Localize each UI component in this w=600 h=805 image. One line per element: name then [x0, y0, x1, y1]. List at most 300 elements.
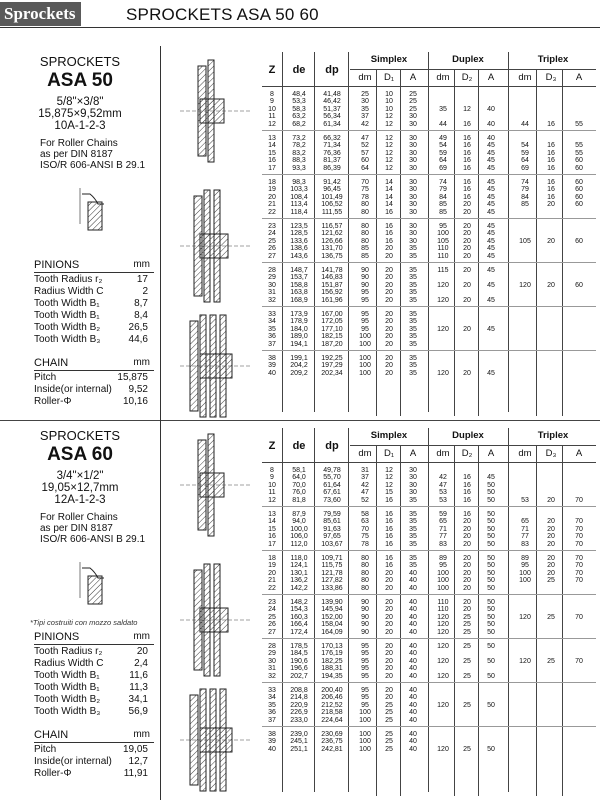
table-cell: 71: [521, 525, 529, 533]
table-cell: 59: [439, 511, 447, 518]
table-cell: 9: [270, 474, 274, 482]
table-cell: 95: [521, 562, 529, 570]
standard-note: For Roller Chains: [40, 512, 118, 523]
group-rule: [262, 682, 596, 683]
table-cell: 20: [385, 252, 393, 260]
table-cell: 16: [385, 555, 393, 562]
table-cell: 70: [575, 496, 583, 504]
table-cell: 20: [463, 606, 471, 614]
chain-label: CHAIN: [34, 357, 69, 369]
table-cell: 20: [385, 613, 393, 621]
table-cell: 30: [409, 120, 417, 128]
table-cell: 124,1: [290, 562, 308, 570]
table-cell: 100: [519, 577, 531, 585]
table-cell: 70: [575, 613, 583, 621]
table-cell: 65: [521, 518, 529, 526]
table-cell: 27: [268, 252, 276, 260]
table-cell: 50: [487, 540, 495, 548]
table-cell: 45: [487, 325, 495, 333]
table-cell: 50: [487, 672, 495, 680]
table-cell: 14: [385, 186, 393, 194]
table-cell: 40: [268, 369, 276, 377]
table-cell: 25: [385, 709, 393, 717]
table-cell: 37: [361, 474, 369, 482]
chain-row: [34, 768, 154, 780]
table-cell: 18: [268, 555, 276, 562]
table-cell: 45: [487, 245, 495, 253]
table-cell: 20: [463, 599, 471, 606]
table-cell: 16: [547, 179, 555, 186]
table-cell: 70: [575, 555, 583, 562]
table-cell: 85: [439, 201, 447, 209]
table-cell: 29: [268, 274, 276, 282]
table-cell: 100: [359, 716, 371, 724]
table-cell: 112,0: [290, 540, 308, 548]
table-cell: 120: [437, 621, 449, 629]
table-cell: 30: [409, 474, 417, 482]
table-cell: 120: [437, 325, 449, 333]
table-cell: 88,3: [292, 157, 306, 165]
table-cell: 47: [439, 481, 447, 489]
table-cell: 146,83: [321, 274, 343, 282]
table-cell: 53: [439, 489, 447, 497]
table-cell: 23: [268, 223, 276, 230]
table-cell: 35: [409, 340, 417, 348]
table-cell: 130,1: [290, 569, 308, 577]
group-rule: [262, 638, 596, 639]
column-divider: [428, 428, 429, 792]
table-cell: 172,05: [321, 318, 343, 326]
table-cell: 40: [409, 687, 417, 694]
table-cell: 33: [268, 311, 276, 318]
table-cell: 30: [409, 223, 417, 230]
table-cell: 224,64: [321, 716, 343, 724]
table-cell: 79: [521, 186, 529, 194]
table-cell: 16: [463, 149, 471, 157]
standard-note: ISO/R 606-ANSI B 29.1: [40, 160, 146, 171]
table-cell: 91,42: [323, 179, 341, 186]
table-cell: 30: [409, 201, 417, 209]
table-cell: 80: [361, 230, 369, 238]
table-cell: 54: [521, 142, 529, 150]
table-cell: 27: [268, 628, 276, 636]
table-cell: 128,5: [290, 230, 308, 238]
table-cell: 13: [268, 135, 276, 142]
table-cell: 25: [385, 731, 393, 738]
table-cell: 20: [385, 606, 393, 614]
table-cell: 138,6: [290, 245, 308, 253]
table-cell: 80: [361, 223, 369, 230]
table-cell: 25: [463, 628, 471, 636]
table-cell: 16: [385, 533, 393, 541]
table-cell: 30: [409, 113, 417, 121]
table-cell: 20: [547, 533, 555, 541]
table-cell: 120: [437, 657, 449, 665]
group-rule: [262, 218, 596, 219]
table-cell: 20: [385, 569, 393, 577]
table-cell: 20: [385, 672, 393, 680]
table-cell: 95: [361, 657, 369, 665]
table-cell: 35: [409, 245, 417, 253]
table-cell: 40: [409, 584, 417, 592]
table-cell: 32: [268, 672, 276, 680]
table-cell: 73,60: [323, 496, 341, 504]
table-cell: 40: [409, 650, 417, 658]
table-cell: 16: [547, 186, 555, 194]
table-cell: 136,75: [321, 252, 343, 260]
sub-divider: [454, 446, 455, 796]
duplex-header: Duplex: [452, 430, 484, 441]
table-cell: 108,4: [290, 193, 308, 201]
chain-row: [34, 396, 154, 408]
table-cell: 20: [463, 201, 471, 209]
table-cell: 242,81: [321, 745, 343, 753]
table-cell: 83: [439, 540, 447, 548]
table-cell: 20: [385, 281, 393, 289]
table-cell: 55: [575, 120, 583, 128]
table-cell: 139,90: [321, 599, 343, 606]
table-cell: 36: [268, 709, 276, 717]
footnote-text: *Tipi costruiti con mozzo saldato: [30, 618, 138, 627]
table-cell: 85: [439, 208, 447, 216]
table-cell: 16: [463, 120, 471, 128]
table-cell: 58,3: [292, 105, 306, 113]
chain-unit: mm: [133, 729, 150, 740]
table-cell: 30: [409, 164, 417, 172]
table-cell: 40: [409, 577, 417, 585]
table-cell: 90: [361, 267, 369, 274]
table-cell: 59: [521, 149, 529, 157]
table-cell: 45: [487, 267, 495, 274]
table-cell: 20: [385, 369, 393, 377]
table-cell: 35: [409, 511, 417, 518]
table-cell: 84: [521, 193, 529, 201]
table-cell: 40: [487, 135, 495, 142]
table-cell: 12: [385, 149, 393, 157]
table-cell: 20: [463, 584, 471, 592]
sprocket-drawings: [160, 46, 260, 420]
table-cell: 16: [547, 142, 555, 150]
table-cell: 17: [268, 164, 276, 172]
table-cell: 95: [439, 223, 447, 230]
table-cell: 40: [487, 120, 495, 128]
dp-header: dp: [325, 64, 339, 76]
table-cell: 20: [547, 555, 555, 562]
table-cell: 16: [463, 481, 471, 489]
table-cell: 20: [463, 555, 471, 562]
group-rule: [262, 506, 596, 507]
table-cell: 50: [487, 533, 495, 541]
table-cell: 37: [361, 113, 369, 121]
pinion-row: [34, 646, 154, 658]
table-cell: 35: [409, 518, 417, 526]
table-cell: 12: [385, 474, 393, 482]
table-cell: 39: [268, 738, 276, 746]
table-cell: 70: [575, 533, 583, 541]
table-cell: 120: [437, 672, 449, 680]
table-cell: 20: [385, 325, 393, 333]
table-cell: 38: [268, 355, 276, 362]
pinion-label: Tooth Width B₃: [34, 334, 101, 345]
table-cell: 30: [361, 98, 369, 106]
table-cell: 16: [463, 157, 471, 165]
table-cell: 202,34: [321, 369, 343, 377]
table-cell: 50: [487, 584, 495, 592]
table-cell: 16: [547, 193, 555, 201]
header-bottom-rule: [262, 86, 596, 87]
de-header: de: [292, 440, 306, 452]
table-cell: 19: [268, 186, 276, 194]
table-cell: 40: [409, 621, 417, 629]
table-cell: 33: [268, 687, 276, 694]
table-cell: 40: [409, 672, 417, 680]
table-cell: 28: [268, 267, 276, 274]
sub-column-header: A: [575, 72, 583, 83]
table-cell: 48,4: [292, 91, 306, 98]
table-cell: 118,0: [290, 555, 308, 562]
table-cell: 100: [359, 738, 371, 746]
table-cell: 45: [487, 237, 495, 245]
table-cell: 120: [519, 613, 531, 621]
table-cell: 20: [385, 267, 393, 274]
column-divider: [282, 428, 283, 792]
pinion-value: 11,3: [129, 682, 148, 693]
table-cell: 35: [409, 496, 417, 504]
group-rule: [262, 550, 596, 551]
pinion-row: [34, 310, 154, 322]
table-cell: 40: [409, 599, 417, 606]
table-cell: 20: [385, 274, 393, 282]
table-cell: 100: [359, 731, 371, 738]
table-cell: 110: [437, 606, 449, 614]
table-cell: 148,2: [290, 599, 308, 606]
table-cell: 15: [268, 525, 276, 533]
table-cell: 30: [409, 186, 417, 194]
table-cell: 116,57: [321, 223, 343, 230]
table-cell: 45: [487, 179, 495, 186]
table-cell: 100: [359, 355, 371, 362]
table-cell: 95: [361, 701, 369, 709]
table-cell: 20: [463, 237, 471, 245]
table-cell: 184,0: [290, 325, 308, 333]
series-name: ASA 60: [47, 444, 113, 465]
sub-column-header: A: [409, 448, 417, 459]
table-cell: 14: [385, 201, 393, 209]
table-cell: 100: [359, 369, 371, 377]
table-cell: 35: [409, 325, 417, 333]
chain-spec-label: Roller-Φ: [34, 768, 72, 779]
table-cell: 143,6: [290, 252, 308, 260]
table-cell: 20: [385, 687, 393, 694]
group-rule: [262, 726, 596, 727]
table-cell: 100: [519, 569, 531, 577]
sub-column-header: D₂: [461, 448, 473, 459]
table-cell: 11: [268, 489, 276, 497]
pinions-header: [34, 630, 154, 645]
table-cell: 12: [463, 105, 471, 113]
chain-row: [34, 744, 154, 756]
table-cell: 126,66: [321, 237, 343, 245]
table-cell: 20: [268, 569, 276, 577]
table-cell: 50: [487, 643, 495, 650]
table-cell: 25: [268, 237, 276, 245]
table-cell: 20: [463, 267, 471, 274]
table-cell: 50: [487, 599, 495, 606]
table-cell: 118,4: [290, 208, 308, 216]
table-cell: 64,0: [292, 474, 306, 482]
simplex-header: Simplex: [370, 54, 408, 65]
table-cell: 236,75: [321, 738, 343, 746]
table-cell: 70: [575, 518, 583, 526]
table-cell: 44: [439, 120, 447, 128]
table-cell: 85,61: [323, 518, 341, 526]
table-cell: 30: [409, 237, 417, 245]
table-cell: 20: [385, 289, 393, 297]
table-cell: 14: [268, 518, 276, 526]
table-cell: 78: [361, 193, 369, 201]
table-cell: 36: [268, 333, 276, 341]
table-cell: 25: [385, 701, 393, 709]
table-cell: 120: [519, 281, 531, 289]
standard-note: as per DIN 8187: [40, 523, 113, 534]
table-cell: 120: [437, 281, 449, 289]
pinion-row: [34, 298, 154, 310]
table-cell: 148,7: [290, 267, 308, 274]
table-cell: 25: [463, 613, 471, 621]
table-cell: 40: [409, 745, 417, 753]
table-cell: 15: [268, 149, 276, 157]
table-cell: 87,9: [292, 511, 306, 518]
table-cell: 187,20: [321, 340, 343, 348]
table-cell: 60: [575, 193, 583, 201]
table-cell: 80: [361, 584, 369, 592]
pinion-label: Tooth Width B₃: [34, 706, 101, 717]
table-cell: 38: [268, 731, 276, 738]
table-cell: 35: [409, 533, 417, 541]
table-cell: 196,6: [290, 665, 308, 673]
table-cell: 53,3: [292, 98, 306, 106]
table-cell: 218,58: [321, 709, 343, 717]
table-cell: 168,9: [290, 296, 308, 304]
tooth-profile-drawing: [70, 184, 130, 234]
pinion-label: Radius Width C: [34, 286, 104, 297]
table-cell: 239,0: [290, 731, 308, 738]
table-cell: 35: [409, 369, 417, 377]
table-cell: 80: [361, 562, 369, 570]
table-cell: 83: [521, 540, 529, 548]
standard-note: as per DIN 8187: [40, 149, 113, 160]
table-cell: 52: [361, 142, 369, 150]
table-cell: 55: [575, 142, 583, 150]
table-cell: 40: [409, 606, 417, 614]
table-cell: 178,5: [290, 643, 308, 650]
table-cell: 42: [439, 474, 447, 482]
table-cell: 16: [463, 193, 471, 201]
table-cell: 50: [487, 701, 495, 709]
table-cell: 39: [268, 362, 276, 370]
table-cell: 35: [439, 105, 447, 113]
table-cell: 10: [385, 98, 393, 106]
table-cell: 190,6: [290, 657, 308, 665]
table-cell: 20: [463, 525, 471, 533]
table-cell: 25: [547, 657, 555, 665]
duplex-header: Duplex: [452, 54, 484, 65]
table-cell: 70: [361, 525, 369, 533]
table-cell: 35: [409, 318, 417, 326]
table-cell: 100: [359, 333, 371, 341]
table-cell: 158,8: [290, 281, 308, 289]
table-cell: 161,96: [321, 296, 343, 304]
table-cell: 95: [361, 289, 369, 297]
table-cell: 16: [547, 149, 555, 157]
chain-spec-value: 19,05: [122, 744, 148, 755]
table-cell: 120: [519, 657, 531, 665]
chain-spec-label: Pitch: [34, 372, 57, 383]
table-cell: 30: [409, 481, 417, 489]
table-cell: 31: [268, 665, 276, 673]
table-cell: 35: [409, 362, 417, 370]
table-cell: 21: [268, 201, 276, 209]
group-rule: [262, 130, 596, 131]
table-cell: 199,1: [290, 355, 308, 362]
asa50-section: [0, 46, 600, 421]
sub-divider: [562, 446, 563, 796]
table-cell: 50: [487, 577, 495, 585]
sub-divider: [454, 70, 455, 416]
table-cell: 40: [409, 628, 417, 636]
table-cell: 70: [575, 569, 583, 577]
table-cell: 21: [268, 577, 276, 585]
column-divider: [314, 428, 315, 792]
column-divider: [508, 428, 509, 792]
table-cell: 25: [463, 672, 471, 680]
simplex-header: Simplex: [370, 430, 408, 441]
table-cell: 16: [547, 157, 555, 165]
z-header: Z: [268, 440, 276, 452]
table-cell: 50: [487, 555, 495, 562]
table-cell: 35: [409, 289, 417, 297]
table-cell: 50: [487, 562, 495, 570]
table-cell: 204,2: [290, 362, 308, 370]
pinions-unit: mm: [133, 259, 150, 270]
table-cell: 85: [521, 201, 529, 209]
pinion-value: 56,9: [128, 706, 148, 717]
table-cell: 177,10: [321, 325, 343, 333]
table-cell: 25: [463, 621, 471, 629]
sub-divider: [562, 70, 563, 416]
table-cell: 64: [521, 157, 529, 165]
table-cell: 142,2: [290, 584, 308, 592]
pinion-label: Tooth Width B₁: [34, 682, 100, 693]
table-cell: 20: [463, 369, 471, 377]
table-cell: 35: [409, 252, 417, 260]
table-cell: 90: [361, 621, 369, 629]
chain-spec-value: 9,52: [128, 384, 148, 395]
table-cell: 32: [268, 296, 276, 304]
table-cell: 65: [439, 518, 447, 526]
table-cell: 20: [385, 584, 393, 592]
pinion-value: 34,1: [128, 694, 148, 705]
table-cell: 35: [409, 281, 417, 289]
table-cell: 80: [361, 201, 369, 209]
column-divider: [314, 52, 315, 412]
table-cell: 16: [547, 120, 555, 128]
table-cell: 95: [361, 672, 369, 680]
table-cell: 12: [385, 113, 393, 121]
pinion-row: [34, 706, 154, 718]
table-cell: 49: [439, 135, 447, 142]
table-cell: 110: [437, 245, 449, 253]
